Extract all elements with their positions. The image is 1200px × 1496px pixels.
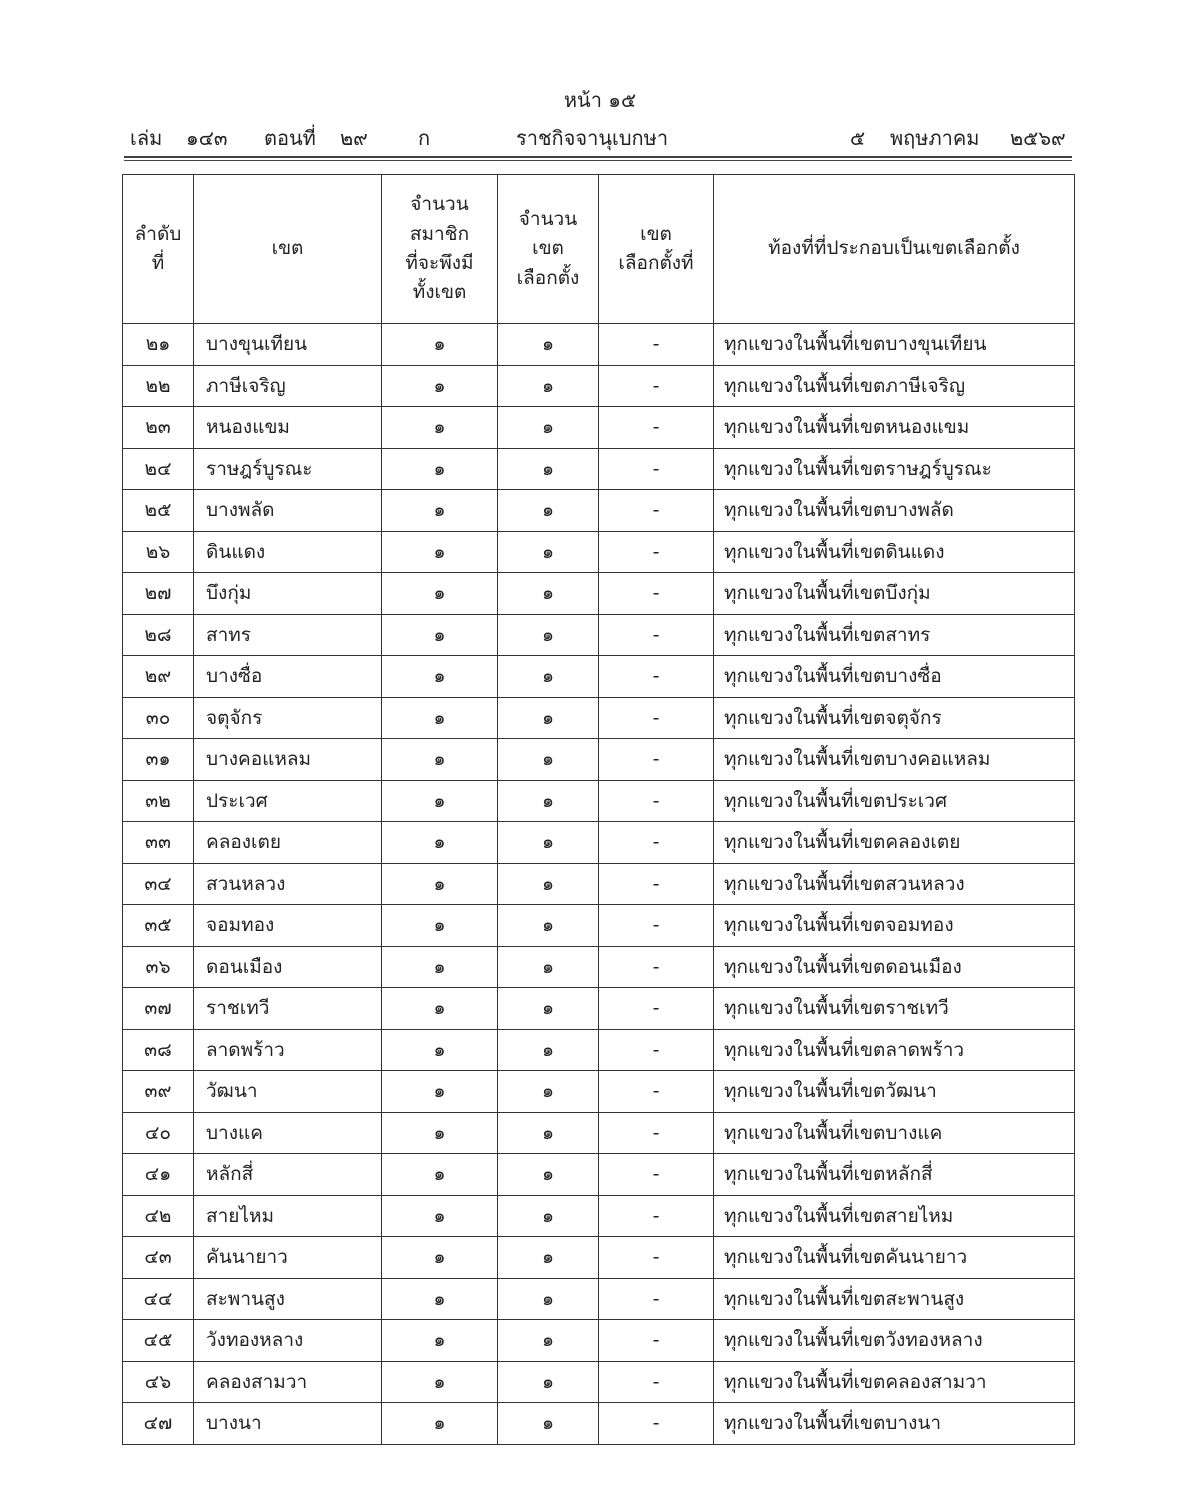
row-number: ๓๐ [123,697,194,739]
member-count: ๑ [382,863,498,905]
constituency-number: - [599,531,714,573]
row-number: ๒๗ [123,573,194,615]
constituency-number: - [599,822,714,864]
district-name: ราชเทวี [194,988,382,1030]
table-row [123,1403,1075,1445]
row-number: ๔๒ [123,1195,194,1237]
constituency-number: - [599,656,714,698]
table-row [123,1071,1075,1113]
member-count: ๑ [382,1029,498,1071]
district-name: คลองเตย [194,822,382,864]
constituency-number: - [599,324,714,366]
table-row [123,448,1075,490]
member-count: ๑ [382,1154,498,1196]
table-row [123,863,1075,905]
member-count: ๑ [382,988,498,1030]
district-name: ราษฎร์บูรณะ [194,448,382,490]
area-description: ทุกแขวงในพื้นที่เขตบางพลัด [714,490,1075,532]
row-number: ๓๔ [123,863,194,905]
volume-number: ๑๔๓ [186,126,228,150]
area-description: ทุกแขวงในพื้นที่เขตบางนา [714,1403,1075,1445]
constituency-count: ๑ [498,324,599,366]
constituency-number: - [599,407,714,449]
district-name: จอมทอง [194,905,382,947]
table-row [123,1237,1075,1279]
row-number: ๓๒ [123,780,194,822]
member-count: ๑ [382,614,498,656]
area-description: ทุกแขวงในพื้นที่เขตประเวศ [714,780,1075,822]
table-row [123,1195,1075,1237]
row-number: ๓๖ [123,946,194,988]
table-row [123,988,1075,1030]
constituency-table [122,174,1075,1445]
area-description: ทุกแขวงในพื้นที่เขตสะพานสูง [714,1278,1075,1320]
page-number: หน้า ๑๕ [563,88,637,112]
header-no: ลำดับ ที่ [123,175,194,324]
table-row [123,1112,1075,1154]
volume-label: เล่ม [130,126,163,150]
member-count: ๑ [382,407,498,449]
table-row [123,324,1075,366]
row-number: ๒๘ [123,614,194,656]
area-description: ทุกแขวงในพื้นที่เขตสายไหม [714,1195,1075,1237]
constituency-number: - [599,1361,714,1403]
constituency-number: - [599,1195,714,1237]
member-count: ๑ [382,531,498,573]
constituency-count: ๑ [498,697,599,739]
member-count: ๑ [382,905,498,947]
member-count: ๑ [382,365,498,407]
table-row [123,1029,1075,1071]
table-row [123,697,1075,739]
area-description: ทุกแขวงในพื้นที่เขตภาษีเจริญ [714,365,1075,407]
header-area: ท้องที่ที่ประกอบเป็นเขตเลือกตั้ง [714,175,1075,324]
constituency-count: ๑ [498,490,599,532]
table-row [123,365,1075,407]
constituency-count: ๑ [498,1029,599,1071]
constituency-count: ๑ [498,1195,599,1237]
district-name: สายไหม [194,1195,382,1237]
row-number: ๓๗ [123,988,194,1030]
header-rule [124,156,1072,161]
district-name: บางนา [194,1403,382,1445]
constituency-number: - [599,573,714,615]
member-count: ๑ [382,780,498,822]
constituency-number: - [599,697,714,739]
row-number: ๔๗ [123,1403,194,1445]
row-number: ๓๘ [123,1029,194,1071]
member-count: ๑ [382,1361,498,1403]
constituency-number: - [599,863,714,905]
row-number: ๔๔ [123,1278,194,1320]
constituency-count: ๑ [498,1278,599,1320]
table-row [123,407,1075,449]
area-description: ทุกแขวงในพื้นที่เขตดินแดง [714,531,1075,573]
district-name: คลองสามวา [194,1361,382,1403]
area-description: ทุกแขวงในพื้นที่เขตบางแค [714,1112,1075,1154]
member-count: ๑ [382,1320,498,1362]
member-count: ๑ [382,656,498,698]
constituency-count: ๑ [498,1154,599,1196]
constituency-number: - [599,614,714,656]
member-count: ๑ [382,448,498,490]
table-row [123,1361,1075,1403]
district-name: ลาดพร้าว [194,1029,382,1071]
table-row [123,573,1075,615]
area-description: ทุกแขวงในพื้นที่เขตบางขุนเทียน [714,324,1075,366]
area-description: ทุกแขวงในพื้นที่เขตคันนายาว [714,1237,1075,1279]
area-description: ทุกแขวงในพื้นที่เขตสาทร [714,614,1075,656]
row-number: ๒๔ [123,448,194,490]
area-description: ทุกแขวงในพื้นที่เขตดอนเมือง [714,946,1075,988]
constituency-count: ๑ [498,988,599,1030]
table-row [123,1320,1075,1362]
row-number: ๒๙ [123,656,194,698]
row-number: ๒๕ [123,490,194,532]
area-description: ทุกแขวงในพื้นที่เขตสวนหลวง [714,863,1075,905]
district-name: หลักสี่ [194,1154,382,1196]
table-row [123,490,1075,532]
area-description: ทุกแขวงในพื้นที่เขตบางคอแหลม [714,739,1075,781]
district-name: สาทร [194,614,382,656]
table-row [123,905,1075,947]
member-count: ๑ [382,1071,498,1113]
constituency-count: ๑ [498,531,599,573]
area-description: ทุกแขวงในพื้นที่เขตจอมทอง [714,905,1075,947]
row-number: ๒๖ [123,531,194,573]
district-name: สวนหลวง [194,863,382,905]
row-number: ๒๓ [123,407,194,449]
row-number: ๒๒ [123,365,194,407]
header-constituency-no: เขต เลือกตั้งที่ [599,175,714,324]
row-number: ๒๑ [123,324,194,366]
row-number: ๔๕ [123,1320,194,1362]
header-members: จำนวน สมาชิก ที่จะพึงมี ทั้งเขต [382,175,498,324]
constituency-number: - [599,988,714,1030]
constituency-count: ๑ [498,1237,599,1279]
constituency-number: - [599,1237,714,1279]
area-description: ทุกแขวงในพื้นที่เขตหลักสี่ [714,1154,1075,1196]
date-month: พฤษภาคม [890,126,980,150]
table-row [123,1278,1075,1320]
constituency-count: ๑ [498,946,599,988]
issue-label: ตอนที่ [264,126,316,150]
member-count: ๑ [382,1237,498,1279]
constituency-number: - [599,905,714,947]
district-name: หนองแขม [194,407,382,449]
constituency-number: - [599,739,714,781]
row-number: ๓๑ [123,739,194,781]
area-description: ทุกแขวงในพื้นที่เขตหนองแขม [714,407,1075,449]
member-count: ๑ [382,1278,498,1320]
district-name: บางขุนเทียน [194,324,382,366]
district-name: บางซื่อ [194,656,382,698]
constituency-number: - [599,1029,714,1071]
district-name: วัฒนา [194,1071,382,1113]
district-name: ประเวศ [194,780,382,822]
district-name: บางพลัด [194,490,382,532]
district-name: ดอนเมือง [194,946,382,988]
district-name: บึงกุ่ม [194,573,382,615]
table-row [123,946,1075,988]
header-constituencies: จำนวน เขต เลือกตั้ง [498,175,599,324]
area-description: ทุกแขวงในพื้นที่เขตวังทองหลาง [714,1320,1075,1362]
row-number: ๔๖ [123,1361,194,1403]
district-name: ภาษีเจริญ [194,365,382,407]
district-name: สะพานสูง [194,1278,382,1320]
member-count: ๑ [382,1195,498,1237]
area-description: ทุกแขวงในพื้นที่เขตราชเทวี [714,988,1075,1030]
constituency-count: ๑ [498,1071,599,1113]
table-row [123,656,1075,698]
row-number: ๓๙ [123,1071,194,1113]
row-number: ๔๐ [123,1112,194,1154]
constituency-number: - [599,1320,714,1362]
constituency-number: - [599,365,714,407]
area-description: ทุกแขวงในพื้นที่เขตบางซื่อ [714,656,1075,698]
district-name: คันนายาว [194,1237,382,1279]
constituency-count: ๑ [498,365,599,407]
row-number: ๔๑ [123,1154,194,1196]
constituency-count: ๑ [498,863,599,905]
constituency-count: ๑ [498,656,599,698]
area-description: ทุกแขวงในพื้นที่เขตบึงกุ่ม [714,573,1075,615]
member-count: ๑ [382,697,498,739]
section-letter: ก [418,126,431,150]
table-row [123,822,1075,864]
member-count: ๑ [382,490,498,532]
district-name: จตุจักร [194,697,382,739]
table-row [123,739,1075,781]
issue-number: ๒๙ [340,126,368,150]
area-description: ทุกแขวงในพื้นที่เขตคลองสามวา [714,1361,1075,1403]
constituency-count: ๑ [498,573,599,615]
area-description: ทุกแขวงในพื้นที่เขตลาดพร้าว [714,1029,1075,1071]
constituency-count: ๑ [498,780,599,822]
constituency-number: - [599,1071,714,1113]
constituency-number: - [599,490,714,532]
constituency-count: ๑ [498,448,599,490]
date-day: ๕ [850,126,866,150]
table-row [123,531,1075,573]
header-district: เขต [194,175,382,324]
member-count: ๑ [382,946,498,988]
constituency-count: ๑ [498,739,599,781]
constituency-number: - [599,1403,714,1445]
gazette-header [130,122,1072,156]
member-count: ๑ [382,1112,498,1154]
member-count: ๑ [382,1403,498,1445]
constituency-count: ๑ [498,822,599,864]
area-description: ทุกแขวงในพื้นที่เขตราษฎร์บูรณะ [714,448,1075,490]
row-number: ๔๓ [123,1237,194,1279]
area-description: ทุกแขวงในพื้นที่เขตวัฒนา [714,1071,1075,1113]
member-count: ๑ [382,739,498,781]
constituency-count: ๑ [498,1320,599,1362]
row-number: ๓๓ [123,822,194,864]
row-number: ๓๕ [123,905,194,947]
constituency-count: ๑ [498,1403,599,1445]
district-name: วังทองหลาง [194,1320,382,1362]
constituency-count: ๑ [498,1361,599,1403]
constituency-count: ๑ [498,905,599,947]
publication-name: ราชกิจจานุเบกษา [516,126,669,150]
district-name: ดินแดง [194,531,382,573]
table-row [123,614,1075,656]
date-year: ๒๕๖๙ [1010,126,1066,150]
constituency-count: ๑ [498,614,599,656]
table-row [123,780,1075,822]
table-row [123,1154,1075,1196]
district-name: บางคอแหลม [194,739,382,781]
constituency-count: ๑ [498,1112,599,1154]
constituency-number: - [599,1112,714,1154]
constituency-number: - [599,448,714,490]
member-count: ๑ [382,573,498,615]
constituency-number: - [599,1278,714,1320]
constituency-number: - [599,780,714,822]
table-header-row [123,175,1075,324]
member-count: ๑ [382,324,498,366]
constituency-count: ๑ [498,407,599,449]
district-name: บางแค [194,1112,382,1154]
constituency-number: - [599,946,714,988]
area-description: ทุกแขวงในพื้นที่เขตจตุจักร [714,697,1075,739]
member-count: ๑ [382,822,498,864]
constituency-number: - [599,1154,714,1196]
area-description: ทุกแขวงในพื้นที่เขตคลองเตย [714,822,1075,864]
